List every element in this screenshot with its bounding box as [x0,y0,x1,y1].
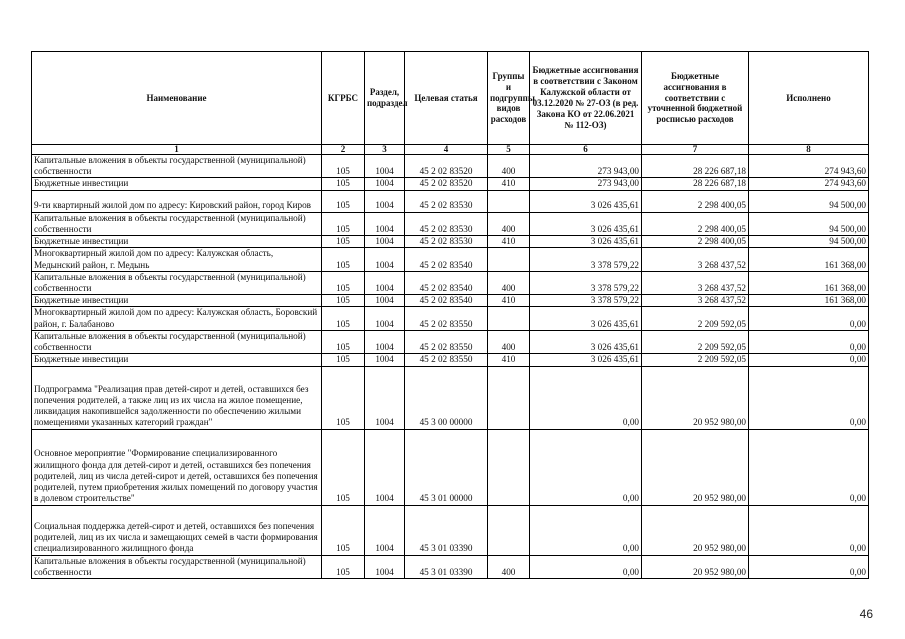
row-expense-group [488,429,530,505]
row-target-article: 45 2 02 83540 [405,295,488,307]
row-expense-group: 410 [488,236,530,248]
row-target-article: 45 2 02 83530 [405,236,488,248]
column-number: 8 [749,145,869,155]
row-expense-group [488,307,530,330]
row-budget-law: 3 378 579,22 [530,271,642,294]
row-razdel: 1004 [365,505,405,555]
row-name: Капитальные вложения в объекты государственной (муниципальной) собственности [32,155,322,178]
row-expense-group [488,248,530,271]
row-budget-law: 3 378 579,22 [530,295,642,307]
row-razdel: 1004 [365,178,405,190]
header-row [32,52,869,145]
row-target-article: 45 2 02 83520 [405,155,488,178]
row-name: Капитальные вложения в объекты государственной (муниципальной) собственности [32,271,322,294]
row-name: Основное мероприятие "Формирование специализированного жилищного фонда для детей-сирот и детей, оставшихся без попечения родителей, лиц из числа детей-сирот и детей, оставшихся без попечения родителей, путем приобретения жилых помещений по договору участия в долевом строительстве" [32,429,322,505]
row-kgrbs: 105 [322,295,365,307]
row-razdel: 1004 [365,429,405,505]
row-kgrbs: 105 [322,271,365,294]
row-executed: 0,00 [749,354,869,366]
row-expense-group: 400 [488,155,530,178]
row-razdel: 1004 [365,354,405,366]
row-kgrbs: 105 [322,330,365,353]
row-executed: 0,00 [749,429,869,505]
row-name: Подпрограмма "Реализация прав детей-сирот и детей, оставшихся без попечения родителей, а также лиц из их числа на жилое помещение, ликвидация накопившейся задолженности по обеспечению жилыми помещениями указанных категорий граждан" [32,366,322,429]
row-razdel: 1004 [365,190,405,212]
column-number: 4 [405,145,488,155]
row-expense-group [488,190,530,212]
column-number: 6 [530,145,642,155]
row-executed: 94 500,00 [749,190,869,212]
row-name: Бюджетные инвестиции [32,236,322,248]
row-executed: 0,00 [749,366,869,429]
row-name: Капитальные вложения в объекты государственной (муниципальной) собственности [32,330,322,353]
row-executed: 161 368,00 [749,248,869,271]
row-executed: 0,00 [749,505,869,555]
column-number: 3 [365,145,405,155]
row-expense-group: 400 [488,271,530,294]
row-kgrbs: 105 [322,212,365,235]
header-budget-refined: Бюджетные ассигнования в соответствии с уточненной бюджетной росписью расходов [642,52,749,145]
row-kgrbs: 105 [322,190,365,212]
row-name: 9-ти квартирный жилой дом по адресу: Кировский район, город Киров [32,190,322,212]
row-executed: 0,00 [749,330,869,353]
row-kgrbs: 105 [322,354,365,366]
row-target-article: 45 2 02 83550 [405,330,488,353]
row-razdel: 1004 [365,555,405,578]
row-target-article: 45 2 02 83530 [405,190,488,212]
table-row [32,366,869,429]
header-kgrbs: КГРБС [322,52,365,145]
row-kgrbs: 105 [322,366,365,429]
row-budget-law: 0,00 [530,555,642,578]
header-budget-law: Бюджетные ассигнования в соответствии с Законом Калужской области от 03.12.2020 № 27-ОЗ (в ред. Закона КО от 22.06.2021 № 112-ОЗ) [530,52,642,145]
row-target-article: 45 2 02 83520 [405,178,488,190]
table-body [32,155,869,579]
row-expense-group: 400 [488,212,530,235]
row-kgrbs: 105 [322,178,365,190]
row-name: Бюджетные инвестиции [32,178,322,190]
row-razdel: 1004 [365,330,405,353]
row-budget-law: 273 943,00 [530,155,642,178]
row-budget-law: 273 943,00 [530,178,642,190]
row-budget-refined: 20 952 980,00 [642,505,749,555]
column-number: 1 [32,145,322,155]
row-budget-law: 3 026 435,61 [530,354,642,366]
row-kgrbs: 105 [322,307,365,330]
table-row [32,190,869,212]
header-name: Наименование [32,52,322,145]
column-number: 7 [642,145,749,155]
table-row [32,248,869,271]
row-budget-refined: 2 298 400,05 [642,236,749,248]
header-razdel: Раздел, подраздел [365,52,405,145]
row-name: Бюджетные инвестиции [32,354,322,366]
column-number: 5 [488,145,530,155]
row-target-article: 45 3 01 03390 [405,555,488,578]
table-row [32,429,869,505]
row-budget-law: 3 026 435,61 [530,330,642,353]
row-executed: 0,00 [749,555,869,578]
row-budget-refined: 3 268 437,52 [642,271,749,294]
table-row [32,555,869,578]
row-executed: 274 943,60 [749,155,869,178]
row-budget-law: 0,00 [530,366,642,429]
row-name: Капитальные вложения в объекты государственной (муниципальной) собственности [32,555,322,578]
row-target-article: 45 2 02 83530 [405,212,488,235]
row-kgrbs: 105 [322,429,365,505]
row-expense-group: 410 [488,178,530,190]
row-target-article: 45 2 02 83540 [405,271,488,294]
row-executed: 161 368,00 [749,295,869,307]
column-number: 2 [322,145,365,155]
row-budget-refined: 2 298 400,05 [642,212,749,235]
page-number: 46 [859,607,873,621]
table-row [32,307,869,330]
row-expense-group [488,505,530,555]
row-expense-group: 400 [488,555,530,578]
row-target-article: 45 2 02 83550 [405,354,488,366]
row-razdel: 1004 [365,307,405,330]
header-executed: Исполнено [749,52,869,145]
row-executed: 274 943,60 [749,178,869,190]
row-executed: 161 368,00 [749,271,869,294]
row-name: Бюджетные инвестиции [32,295,322,307]
table-row [32,271,869,294]
row-expense-group: 410 [488,295,530,307]
row-razdel: 1004 [365,248,405,271]
row-target-article: 45 3 00 00000 [405,366,488,429]
row-target-article: 45 3 01 03390 [405,505,488,555]
table-row [32,505,869,555]
row-razdel: 1004 [365,295,405,307]
row-budget-refined: 20 952 980,00 [642,555,749,578]
row-budget-law: 3 378 579,22 [530,248,642,271]
row-expense-group: 410 [488,354,530,366]
row-budget-law: 3 026 435,61 [530,307,642,330]
row-razdel: 1004 [365,236,405,248]
row-budget-refined: 2 209 592,05 [642,354,749,366]
row-budget-refined: 3 268 437,52 [642,295,749,307]
budget-table [31,51,869,579]
table-row [32,354,869,366]
row-budget-law: 3 026 435,61 [530,212,642,235]
row-budget-law: 0,00 [530,429,642,505]
table-row [32,212,869,235]
header-expense-group: Группы и подгруппы видов расходов [488,52,530,145]
row-budget-refined: 3 268 437,52 [642,248,749,271]
row-razdel: 1004 [365,271,405,294]
row-executed: 94 500,00 [749,212,869,235]
table-row [32,155,869,178]
row-budget-law: 3 026 435,61 [530,190,642,212]
row-target-article: 45 2 02 83540 [405,248,488,271]
row-name: Капитальные вложения в объекты государственной (муниципальной) собственности [32,212,322,235]
row-kgrbs: 105 [322,155,365,178]
row-name: Многоквартирный жилой дом по адресу: Калужская область, Боровский район, г. Балабаново [32,307,322,330]
row-executed: 94 500,00 [749,236,869,248]
row-razdel: 1004 [365,212,405,235]
row-expense-group [488,366,530,429]
row-budget-law: 0,00 [530,505,642,555]
row-name: Многоквартирный жилой дом по адресу: Калужская область, Медынский район, г. Медынь [32,248,322,271]
row-expense-group: 400 [488,330,530,353]
row-budget-refined: 20 952 980,00 [642,429,749,505]
table-row [32,178,869,190]
row-budget-refined: 28 226 687,18 [642,178,749,190]
column-number-row [32,145,869,155]
row-name: Социальная поддержка детей-сирот и детей, оставшихся без попечения родителей, лиц из их числа и замещающих семей в части формирования специализированного жилищного фонда [32,505,322,555]
row-budget-refined: 28 226 687,18 [642,155,749,178]
row-kgrbs: 105 [322,236,365,248]
header-target-article: Целевая статья [405,52,488,145]
row-kgrbs: 105 [322,505,365,555]
row-target-article: 45 3 01 00000 [405,429,488,505]
row-budget-refined: 2 298 400,05 [642,190,749,212]
row-razdel: 1004 [365,366,405,429]
row-kgrbs: 105 [322,248,365,271]
row-razdel: 1004 [365,155,405,178]
table-row [32,236,869,248]
table-row [32,295,869,307]
row-target-article: 45 2 02 83550 [405,307,488,330]
row-budget-law: 3 026 435,61 [530,236,642,248]
row-budget-refined: 20 952 980,00 [642,366,749,429]
row-budget-refined: 2 209 592,05 [642,307,749,330]
row-kgrbs: 105 [322,555,365,578]
row-executed: 0,00 [749,307,869,330]
table-row [32,330,869,353]
row-budget-refined: 2 209 592,05 [642,330,749,353]
